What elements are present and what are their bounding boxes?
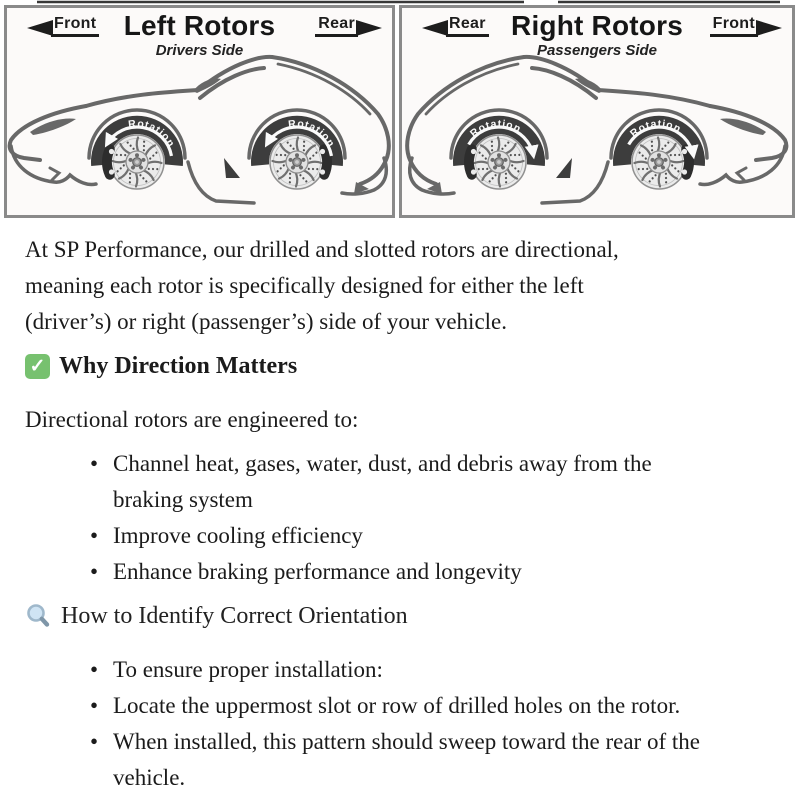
text-line: (driver’s) or right (passenger’s) side of your vehicle. bbox=[25, 309, 508, 334]
magnifier-icon bbox=[25, 603, 52, 630]
section-heading-identify-orientation bbox=[25, 600, 760, 632]
arrow-left-icon bbox=[27, 20, 53, 36]
direction-text: Front bbox=[710, 15, 758, 37]
list-item bbox=[113, 724, 760, 796]
panel-subtitle: Drivers Side bbox=[155, 42, 244, 59]
intro-paragraph bbox=[25, 232, 760, 340]
orientation-list bbox=[25, 652, 760, 796]
lead-paragraph: Directional rotors are engineered to: bbox=[25, 407, 359, 432]
arrow-right-icon bbox=[756, 20, 782, 36]
bullet-line: • When installed, this pattern should sweep toward the rear of the bbox=[113, 729, 700, 754]
text-line: meaning each rotor is specifically designed for either the left bbox=[25, 273, 584, 298]
front-direction-label bbox=[27, 15, 99, 37]
direction-text: Rear bbox=[315, 15, 358, 37]
rotation-label: Rotation bbox=[127, 117, 178, 150]
heading-text: How to Identify Correct Orientation bbox=[61, 603, 408, 629]
direction-text: Front bbox=[51, 15, 99, 37]
heading-text: Why Direction Matters bbox=[59, 353, 298, 379]
panel-subtitle: Passengers Side bbox=[536, 42, 658, 59]
list-item bbox=[113, 446, 760, 518]
direction-text: Rear bbox=[446, 15, 489, 37]
bullet-line: • Locate the uppermost slot or row of drilled holes on the rotor. bbox=[113, 693, 681, 718]
text-line: At SP Performance, our drilled and slotted rotors are directional, bbox=[25, 237, 619, 262]
bullet-line: • Channel heat, gases, water, dust, and debris away from the bbox=[113, 451, 652, 476]
right-panel-header bbox=[400, 6, 794, 62]
bullet-line: • Improve cooling efficiency bbox=[113, 523, 363, 548]
panel-title: Right Rotors bbox=[511, 10, 683, 41]
arrow-right-icon bbox=[356, 20, 382, 36]
rotation-label: Rotation bbox=[467, 117, 524, 140]
bullet-line: • To ensure proper installation: bbox=[113, 657, 383, 682]
benefits-list bbox=[25, 446, 760, 590]
rotation-label: Rotation bbox=[627, 117, 684, 140]
list-item bbox=[113, 554, 760, 590]
list-item bbox=[113, 518, 760, 554]
rotor-direction-diagram bbox=[0, 0, 800, 218]
bullet-line: • Enhance braking performance and longevity bbox=[113, 559, 522, 584]
section-heading-why-direction-matters bbox=[25, 350, 760, 382]
panel-title: Left Rotors bbox=[123, 10, 276, 41]
front-direction-label bbox=[710, 15, 782, 37]
article-body bbox=[0, 218, 800, 796]
bullet-line: vehicle. bbox=[113, 765, 186, 790]
left-panel-header bbox=[5, 6, 394, 62]
rear-direction-label bbox=[422, 15, 489, 37]
rotation-label: Rotation bbox=[287, 117, 338, 150]
list-item bbox=[113, 688, 760, 724]
list-item bbox=[113, 652, 760, 688]
bullet-line: braking system bbox=[113, 487, 253, 512]
check-icon: ✓ bbox=[25, 354, 50, 379]
rear-direction-label bbox=[315, 15, 382, 37]
arrow-left-icon bbox=[422, 20, 448, 36]
